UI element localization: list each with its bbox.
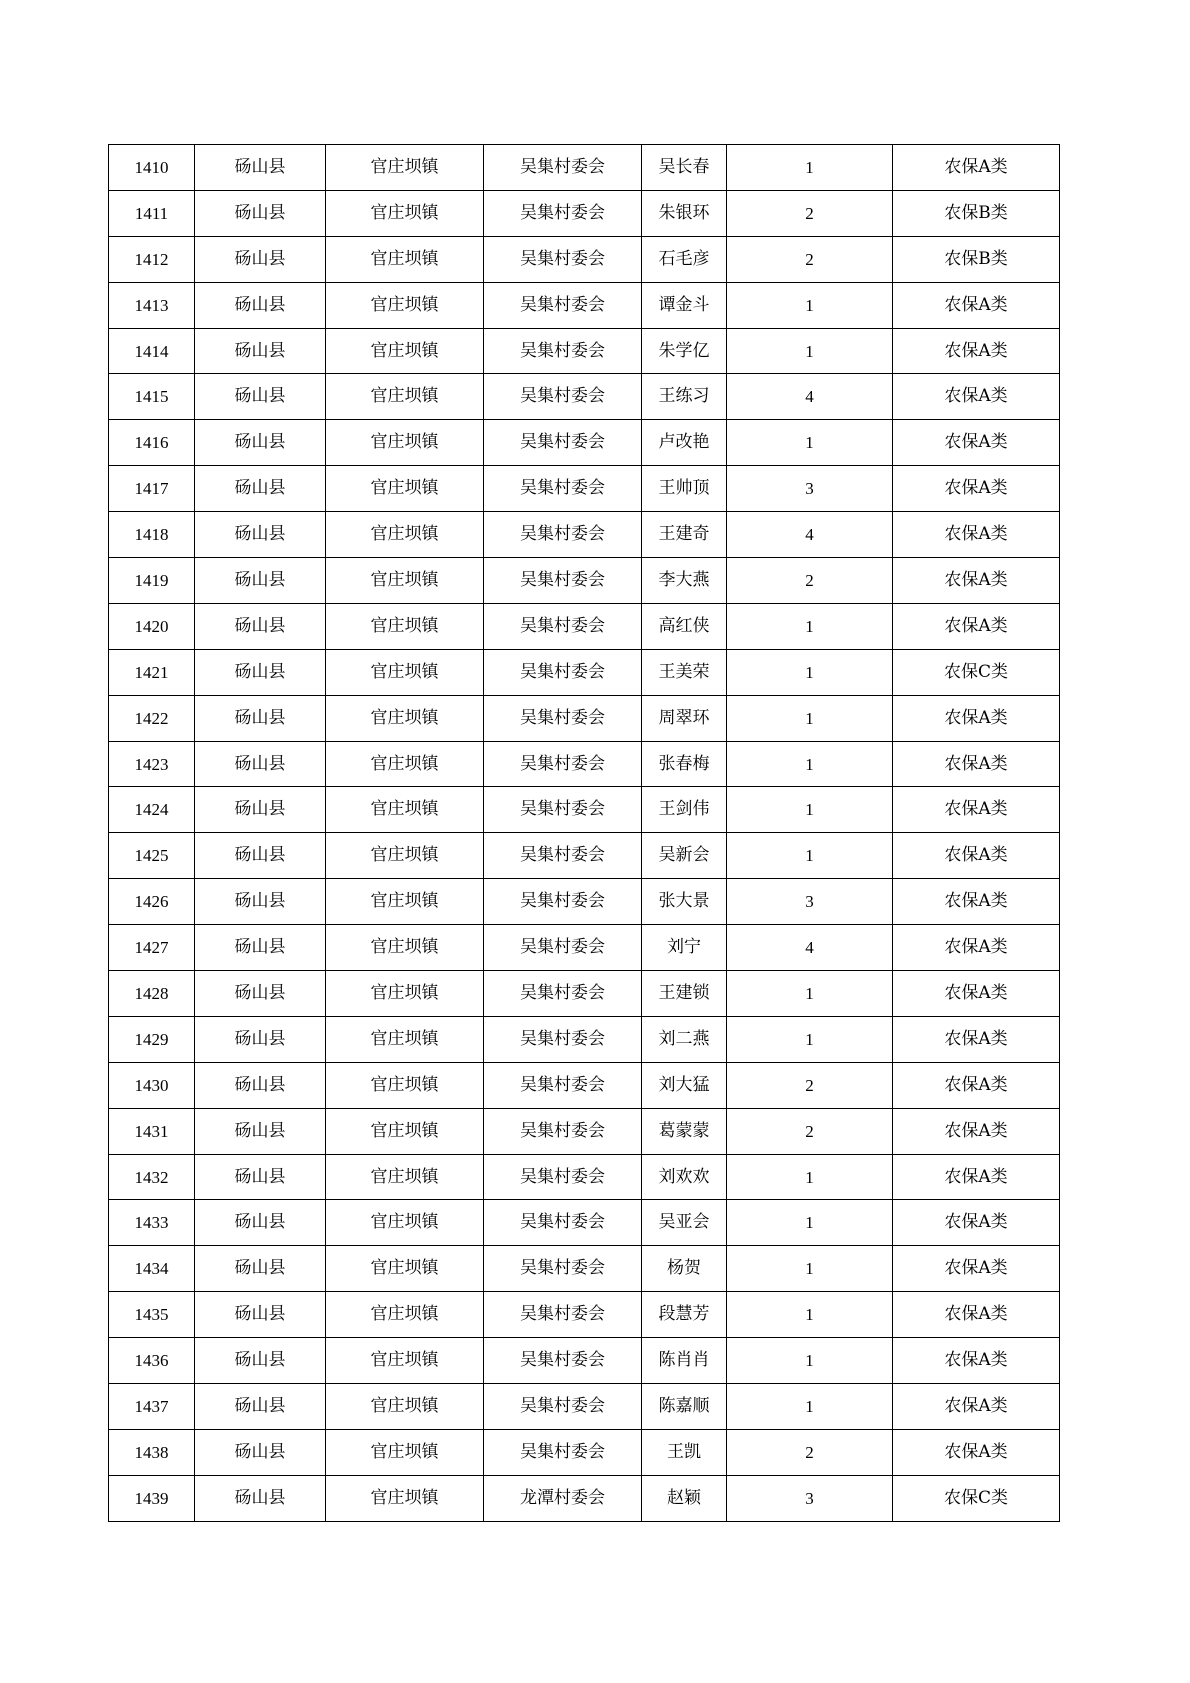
cell-name: 吴亚会 bbox=[642, 1200, 727, 1246]
table-row bbox=[109, 1475, 1060, 1521]
cell-seq: 1413 bbox=[109, 282, 195, 328]
cell-category: 农保A类 bbox=[893, 1108, 1060, 1154]
table-row bbox=[109, 787, 1060, 833]
table-row bbox=[109, 1292, 1060, 1338]
table-row bbox=[109, 603, 1060, 649]
cell-name: 杨贺 bbox=[642, 1246, 727, 1292]
roster-table-body bbox=[109, 145, 1060, 1522]
table-row bbox=[109, 145, 1060, 191]
cell-category: 农保A类 bbox=[893, 420, 1060, 466]
table-row bbox=[109, 420, 1060, 466]
cell-town: 官庄坝镇 bbox=[326, 236, 484, 282]
cell-category: 农保A类 bbox=[893, 328, 1060, 374]
cell-count: 1 bbox=[727, 420, 893, 466]
cell-count: 4 bbox=[727, 374, 893, 420]
cell-seq: 1412 bbox=[109, 236, 195, 282]
cell-seq: 1418 bbox=[109, 512, 195, 558]
cell-village: 吴集村委会 bbox=[484, 787, 642, 833]
cell-count: 1 bbox=[727, 649, 893, 695]
cell-town: 官庄坝镇 bbox=[326, 787, 484, 833]
table-row bbox=[109, 833, 1060, 879]
cell-category: 农保A类 bbox=[893, 466, 1060, 512]
cell-count: 1 bbox=[727, 1200, 893, 1246]
cell-county: 砀山县 bbox=[195, 512, 326, 558]
cell-county: 砀山县 bbox=[195, 420, 326, 466]
cell-count: 1 bbox=[727, 1338, 893, 1384]
cell-count: 1 bbox=[727, 603, 893, 649]
cell-count: 1 bbox=[727, 695, 893, 741]
table-row bbox=[109, 512, 1060, 558]
table-row bbox=[109, 1016, 1060, 1062]
cell-village: 吴集村委会 bbox=[484, 649, 642, 695]
cell-county: 砀山县 bbox=[195, 925, 326, 971]
cell-seq: 1419 bbox=[109, 558, 195, 604]
cell-town: 官庄坝镇 bbox=[326, 328, 484, 374]
table-row bbox=[109, 1154, 1060, 1200]
table-row bbox=[109, 328, 1060, 374]
cell-village: 龙潭村委会 bbox=[484, 1475, 642, 1521]
cell-category: 农保A类 bbox=[893, 833, 1060, 879]
cell-town: 官庄坝镇 bbox=[326, 374, 484, 420]
cell-county: 砀山县 bbox=[195, 1338, 326, 1384]
cell-count: 3 bbox=[727, 1475, 893, 1521]
cell-county: 砀山县 bbox=[195, 190, 326, 236]
cell-town: 官庄坝镇 bbox=[326, 879, 484, 925]
cell-village: 吴集村委会 bbox=[484, 420, 642, 466]
cell-seq: 1414 bbox=[109, 328, 195, 374]
cell-town: 官庄坝镇 bbox=[326, 1062, 484, 1108]
cell-category: 农保A类 bbox=[893, 925, 1060, 971]
cell-name: 朱学亿 bbox=[642, 328, 727, 374]
cell-town: 官庄坝镇 bbox=[326, 833, 484, 879]
cell-town: 官庄坝镇 bbox=[326, 558, 484, 604]
cell-name: 刘二燕 bbox=[642, 1016, 727, 1062]
cell-name: 吴新会 bbox=[642, 833, 727, 879]
cell-seq: 1433 bbox=[109, 1200, 195, 1246]
cell-town: 官庄坝镇 bbox=[326, 282, 484, 328]
cell-town: 官庄坝镇 bbox=[326, 741, 484, 787]
cell-town: 官庄坝镇 bbox=[326, 1384, 484, 1430]
cell-name: 赵颖 bbox=[642, 1475, 727, 1521]
cell-town: 官庄坝镇 bbox=[326, 603, 484, 649]
cell-town: 官庄坝镇 bbox=[326, 1108, 484, 1154]
cell-seq: 1437 bbox=[109, 1384, 195, 1430]
cell-count: 2 bbox=[727, 1108, 893, 1154]
table-row bbox=[109, 695, 1060, 741]
cell-category: 农保A类 bbox=[893, 282, 1060, 328]
roster-table bbox=[108, 144, 1060, 1522]
table-row bbox=[109, 1338, 1060, 1384]
cell-seq: 1429 bbox=[109, 1016, 195, 1062]
cell-name: 王帅顶 bbox=[642, 466, 727, 512]
cell-count: 2 bbox=[727, 236, 893, 282]
cell-village: 吴集村委会 bbox=[484, 1246, 642, 1292]
cell-category: 农保A类 bbox=[893, 374, 1060, 420]
cell-village: 吴集村委会 bbox=[484, 1200, 642, 1246]
cell-village: 吴集村委会 bbox=[484, 236, 642, 282]
cell-seq: 1438 bbox=[109, 1429, 195, 1475]
cell-village: 吴集村委会 bbox=[484, 741, 642, 787]
cell-count: 3 bbox=[727, 879, 893, 925]
cell-name: 张春梅 bbox=[642, 741, 727, 787]
table-row bbox=[109, 1246, 1060, 1292]
cell-county: 砀山县 bbox=[195, 1154, 326, 1200]
cell-name: 陈肖肖 bbox=[642, 1338, 727, 1384]
cell-count: 4 bbox=[727, 925, 893, 971]
cell-town: 官庄坝镇 bbox=[326, 190, 484, 236]
cell-seq: 1421 bbox=[109, 649, 195, 695]
cell-name: 王建奇 bbox=[642, 512, 727, 558]
cell-category: 农保A类 bbox=[893, 1154, 1060, 1200]
cell-name: 刘欢欢 bbox=[642, 1154, 727, 1200]
table-row bbox=[109, 374, 1060, 420]
cell-county: 砀山县 bbox=[195, 695, 326, 741]
cell-seq: 1439 bbox=[109, 1475, 195, 1521]
cell-seq: 1410 bbox=[109, 145, 195, 191]
cell-count: 2 bbox=[727, 1429, 893, 1475]
cell-village: 吴集村委会 bbox=[484, 833, 642, 879]
cell-county: 砀山县 bbox=[195, 833, 326, 879]
cell-seq: 1426 bbox=[109, 879, 195, 925]
cell-village: 吴集村委会 bbox=[484, 1154, 642, 1200]
cell-town: 官庄坝镇 bbox=[326, 1154, 484, 1200]
cell-village: 吴集村委会 bbox=[484, 1338, 642, 1384]
cell-category: 农保A类 bbox=[893, 1338, 1060, 1384]
cell-name: 石毛彦 bbox=[642, 236, 727, 282]
cell-name: 王凯 bbox=[642, 1429, 727, 1475]
cell-county: 砀山县 bbox=[195, 1384, 326, 1430]
cell-town: 官庄坝镇 bbox=[326, 1246, 484, 1292]
cell-village: 吴集村委会 bbox=[484, 971, 642, 1017]
cell-county: 砀山县 bbox=[195, 971, 326, 1017]
cell-village: 吴集村委会 bbox=[484, 695, 642, 741]
cell-name: 王练习 bbox=[642, 374, 727, 420]
cell-town: 官庄坝镇 bbox=[326, 925, 484, 971]
cell-count: 1 bbox=[727, 787, 893, 833]
cell-category: 农保A类 bbox=[893, 603, 1060, 649]
cell-village: 吴集村委会 bbox=[484, 512, 642, 558]
cell-village: 吴集村委会 bbox=[484, 190, 642, 236]
cell-name: 段慧芳 bbox=[642, 1292, 727, 1338]
cell-village: 吴集村委会 bbox=[484, 1292, 642, 1338]
table-row bbox=[109, 741, 1060, 787]
table-row bbox=[109, 925, 1060, 971]
cell-category: 农保A类 bbox=[893, 1429, 1060, 1475]
cell-count: 2 bbox=[727, 1062, 893, 1108]
cell-seq: 1415 bbox=[109, 374, 195, 420]
cell-village: 吴集村委会 bbox=[484, 558, 642, 604]
cell-name: 卢改艳 bbox=[642, 420, 727, 466]
cell-seq: 1434 bbox=[109, 1246, 195, 1292]
cell-name: 王剑伟 bbox=[642, 787, 727, 833]
cell-seq: 1430 bbox=[109, 1062, 195, 1108]
cell-village: 吴集村委会 bbox=[484, 282, 642, 328]
cell-village: 吴集村委会 bbox=[484, 1429, 642, 1475]
cell-seq: 1422 bbox=[109, 695, 195, 741]
cell-category: 农保A类 bbox=[893, 1292, 1060, 1338]
cell-count: 2 bbox=[727, 190, 893, 236]
table-row bbox=[109, 649, 1060, 695]
table-row bbox=[109, 236, 1060, 282]
cell-county: 砀山县 bbox=[195, 374, 326, 420]
cell-county: 砀山县 bbox=[195, 603, 326, 649]
cell-town: 官庄坝镇 bbox=[326, 1338, 484, 1384]
cell-count: 1 bbox=[727, 328, 893, 374]
cell-village: 吴集村委会 bbox=[484, 1384, 642, 1430]
cell-town: 官庄坝镇 bbox=[326, 420, 484, 466]
table-row bbox=[109, 879, 1060, 925]
cell-category: 农保A类 bbox=[893, 1062, 1060, 1108]
cell-town: 官庄坝镇 bbox=[326, 649, 484, 695]
cell-count: 1 bbox=[727, 1292, 893, 1338]
cell-name: 李大燕 bbox=[642, 558, 727, 604]
cell-count: 1 bbox=[727, 833, 893, 879]
cell-town: 官庄坝镇 bbox=[326, 1429, 484, 1475]
cell-county: 砀山县 bbox=[195, 1108, 326, 1154]
cell-county: 砀山县 bbox=[195, 787, 326, 833]
cell-name: 张大景 bbox=[642, 879, 727, 925]
cell-town: 官庄坝镇 bbox=[326, 512, 484, 558]
cell-village: 吴集村委会 bbox=[484, 145, 642, 191]
cell-count: 1 bbox=[727, 1016, 893, 1062]
cell-count: 1 bbox=[727, 741, 893, 787]
cell-name: 高红侠 bbox=[642, 603, 727, 649]
cell-county: 砀山县 bbox=[195, 1016, 326, 1062]
cell-county: 砀山县 bbox=[195, 466, 326, 512]
cell-town: 官庄坝镇 bbox=[326, 1016, 484, 1062]
cell-category: 农保A类 bbox=[893, 1246, 1060, 1292]
cell-name: 陈嘉顺 bbox=[642, 1384, 727, 1430]
cell-town: 官庄坝镇 bbox=[326, 1292, 484, 1338]
cell-category: 农保A类 bbox=[893, 1200, 1060, 1246]
cell-name: 刘宁 bbox=[642, 925, 727, 971]
cell-category: 农保A类 bbox=[893, 787, 1060, 833]
cell-village: 吴集村委会 bbox=[484, 603, 642, 649]
cell-name: 王美荣 bbox=[642, 649, 727, 695]
cell-category: 农保A类 bbox=[893, 1384, 1060, 1430]
cell-town: 官庄坝镇 bbox=[326, 1200, 484, 1246]
cell-town: 官庄坝镇 bbox=[326, 466, 484, 512]
cell-category: 农保A类 bbox=[893, 879, 1060, 925]
cell-category: 农保B类 bbox=[893, 190, 1060, 236]
cell-category: 农保C类 bbox=[893, 1475, 1060, 1521]
cell-county: 砀山县 bbox=[195, 145, 326, 191]
cell-count: 2 bbox=[727, 558, 893, 604]
cell-village: 吴集村委会 bbox=[484, 925, 642, 971]
cell-village: 吴集村委会 bbox=[484, 466, 642, 512]
cell-county: 砀山县 bbox=[195, 649, 326, 695]
cell-name: 王建锁 bbox=[642, 971, 727, 1017]
cell-category: 农保C类 bbox=[893, 649, 1060, 695]
cell-count: 1 bbox=[727, 971, 893, 1017]
cell-town: 官庄坝镇 bbox=[326, 1475, 484, 1521]
cell-seq: 1431 bbox=[109, 1108, 195, 1154]
cell-category: 农保A类 bbox=[893, 741, 1060, 787]
table-row bbox=[109, 1384, 1060, 1430]
cell-seq: 1416 bbox=[109, 420, 195, 466]
cell-category: 农保A类 bbox=[893, 558, 1060, 604]
cell-town: 官庄坝镇 bbox=[326, 145, 484, 191]
cell-category: 农保A类 bbox=[893, 1016, 1060, 1062]
cell-village: 吴集村委会 bbox=[484, 374, 642, 420]
cell-county: 砀山县 bbox=[195, 1475, 326, 1521]
cell-count: 1 bbox=[727, 1154, 893, 1200]
cell-county: 砀山县 bbox=[195, 1429, 326, 1475]
cell-county: 砀山县 bbox=[195, 236, 326, 282]
cell-name: 周翠环 bbox=[642, 695, 727, 741]
cell-category: 农保B类 bbox=[893, 236, 1060, 282]
cell-count: 4 bbox=[727, 512, 893, 558]
cell-count: 3 bbox=[727, 466, 893, 512]
cell-category: 农保A类 bbox=[893, 971, 1060, 1017]
cell-seq: 1427 bbox=[109, 925, 195, 971]
cell-county: 砀山县 bbox=[195, 1292, 326, 1338]
cell-name: 朱银环 bbox=[642, 190, 727, 236]
cell-county: 砀山县 bbox=[195, 879, 326, 925]
cell-county: 砀山县 bbox=[195, 741, 326, 787]
table-row bbox=[109, 971, 1060, 1017]
table-row bbox=[109, 1062, 1060, 1108]
table-row bbox=[109, 558, 1060, 604]
table-row bbox=[109, 282, 1060, 328]
cell-county: 砀山县 bbox=[195, 1200, 326, 1246]
cell-village: 吴集村委会 bbox=[484, 879, 642, 925]
cell-seq: 1424 bbox=[109, 787, 195, 833]
cell-village: 吴集村委会 bbox=[484, 1016, 642, 1062]
cell-category: 农保A类 bbox=[893, 512, 1060, 558]
table-row bbox=[109, 466, 1060, 512]
cell-county: 砀山县 bbox=[195, 1062, 326, 1108]
table-row bbox=[109, 190, 1060, 236]
cell-seq: 1411 bbox=[109, 190, 195, 236]
cell-name: 吴长春 bbox=[642, 145, 727, 191]
cell-name: 谭金斗 bbox=[642, 282, 727, 328]
cell-county: 砀山县 bbox=[195, 328, 326, 374]
cell-village: 吴集村委会 bbox=[484, 328, 642, 374]
cell-category: 农保A类 bbox=[893, 145, 1060, 191]
cell-category: 农保A类 bbox=[893, 695, 1060, 741]
cell-town: 官庄坝镇 bbox=[326, 971, 484, 1017]
cell-seq: 1428 bbox=[109, 971, 195, 1017]
cell-seq: 1417 bbox=[109, 466, 195, 512]
table-row bbox=[109, 1429, 1060, 1475]
cell-count: 1 bbox=[727, 282, 893, 328]
cell-seq: 1432 bbox=[109, 1154, 195, 1200]
cell-village: 吴集村委会 bbox=[484, 1108, 642, 1154]
cell-seq: 1435 bbox=[109, 1292, 195, 1338]
cell-village: 吴集村委会 bbox=[484, 1062, 642, 1108]
cell-count: 1 bbox=[727, 1384, 893, 1430]
table-row bbox=[109, 1200, 1060, 1246]
cell-seq: 1425 bbox=[109, 833, 195, 879]
cell-town: 官庄坝镇 bbox=[326, 695, 484, 741]
cell-seq: 1436 bbox=[109, 1338, 195, 1384]
cell-seq: 1423 bbox=[109, 741, 195, 787]
cell-county: 砀山县 bbox=[195, 282, 326, 328]
cell-county: 砀山县 bbox=[195, 558, 326, 604]
cell-name: 葛蒙蒙 bbox=[642, 1108, 727, 1154]
cell-seq: 1420 bbox=[109, 603, 195, 649]
cell-name: 刘大猛 bbox=[642, 1062, 727, 1108]
table-row bbox=[109, 1108, 1060, 1154]
cell-count: 1 bbox=[727, 1246, 893, 1292]
cell-county: 砀山县 bbox=[195, 1246, 326, 1292]
cell-count: 1 bbox=[727, 145, 893, 191]
